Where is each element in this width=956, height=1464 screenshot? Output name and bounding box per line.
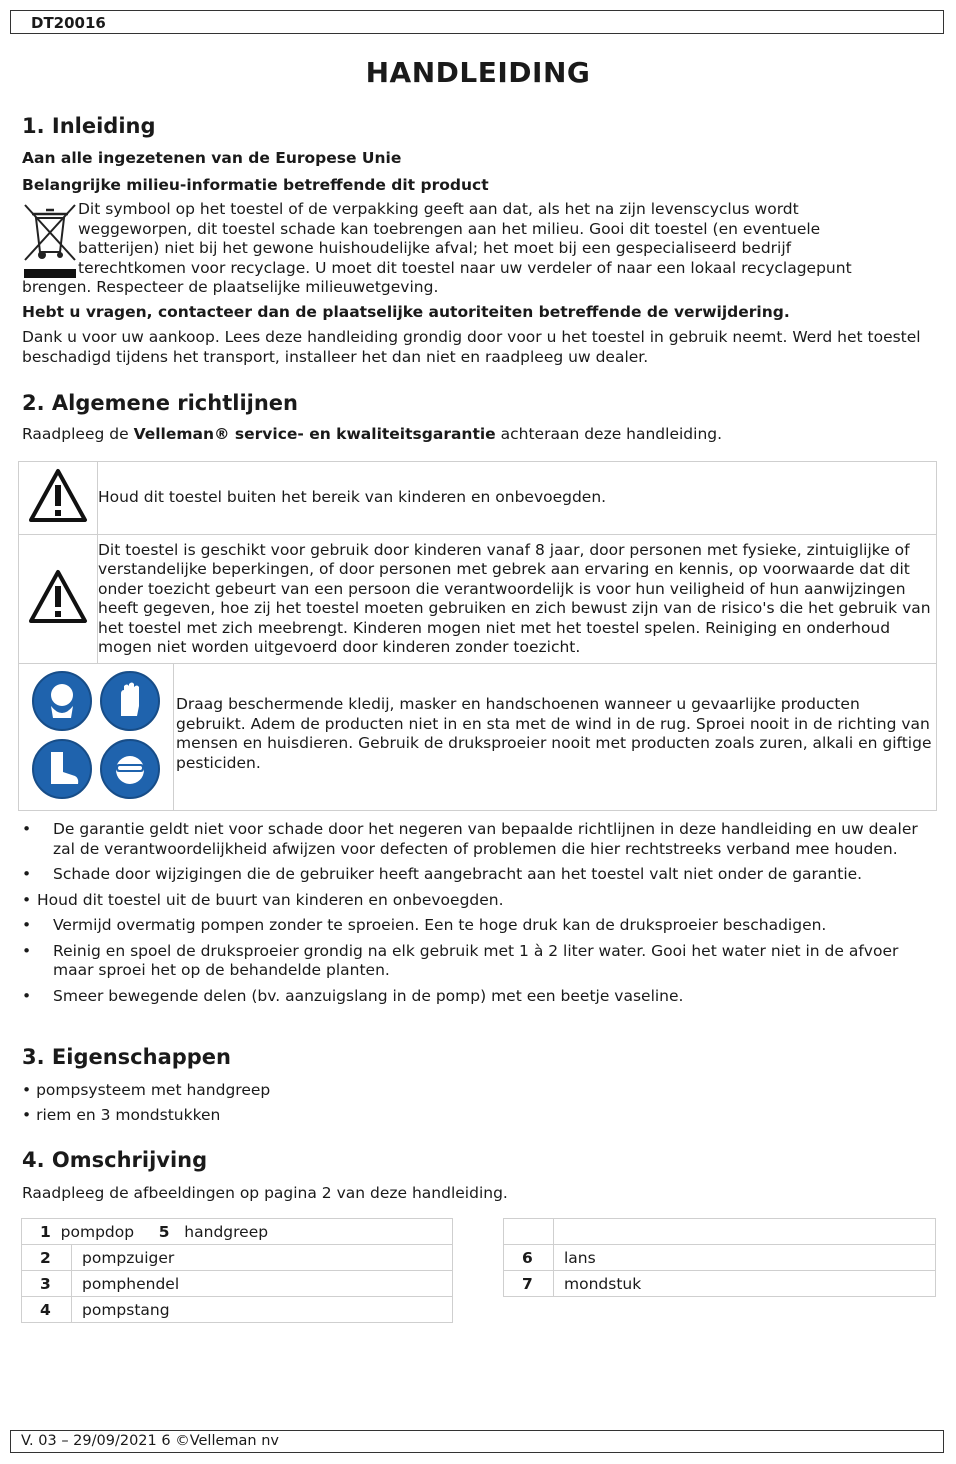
guarantee-intro: Raadpleeg de Velleman® service- en kwaliteitsgarantie achteraan deze handleiding. [22,425,723,443]
section-heading-eigenschappen: 3. Eigenschappen [22,1045,231,1069]
description-intro: Raadpleeg de afbeeldingen op pagina 2 van deze handleiding. [22,1184,508,1202]
footer-bar [10,1430,944,1453]
features-list [22,1081,270,1131]
table-row: 1 pompdop 5 handgreep [22,1219,453,1245]
gloves-icon [99,670,161,732]
table-row: 4 pompstang [22,1297,453,1323]
warning-text: Draag beschermende kledij, masker en handschoenen wanneer u gevaarlijke producten gebruikt. Adem de producten niet in en sta met de wind in de rug. Sproei nooit in de richting van mensen en huisdieren. Gebruik de druksproeier nooit met producten zoals zuren, alkali en giftige pesticiden. [176,695,932,772]
table-row: 7 mondstuk [504,1271,936,1297]
weee-text: Dit symbool op het toestel of de verpakking geeft aan dat, als het na zijn levenscyclus wordt weggeworpen, dit toestel schade kan toebrengen aan het milieu. Gooi dit toestel (en eventuele batterijen) niet bij het gewone huishoudelijke afval; het moet bij een gespecialiseerd bedrijf terechtkomen voor recyclage. U moet dit toestel naar uw verdeler of naar een lokaal recyclagepunt brengen. Respecteer de plaatselijke milieuwetgeving. [22,200,852,296]
list-item: • Schade door wijzigingen die de gebruiker heeft aangebracht aan het toestel valt niet onder de garantie. [22,865,863,883]
section-heading-richtlijnen: 2. Algemene richtlijnen [22,391,298,415]
list-item: • Vermijd overmatig pompen zonder te sproeien. Een te hoge druk kan de druksproeier beschadigen. [22,916,827,934]
weee-bin-icon [22,200,78,280]
list-item: • Reinig en spoel de druksproeier grondig na elk gebruik met 1 à 2 liter water. Gooi het water niet in de afvoer maar sproei het op de behandelde planten. [22,941,899,979]
table-row: 6 lans [504,1245,936,1271]
table-row: 2 pompzuiger [22,1245,453,1271]
table-row [504,1219,936,1245]
list-item: • Smeer bewegende delen (bv. aanzuigslang in de pomp) met een beetje vaseline. [22,986,684,1005]
questions-text: Hebt u vragen, contacteer dan de plaatselijke autoriteiten betreffende de verwijdering. [22,303,790,321]
face-mask-icon [31,670,93,732]
sub-heading-environment: Belangrijke milieu-informatie betreffende dit product [22,176,489,194]
list-item: • riem en 3 mondstukken [22,1106,221,1124]
footer-text: V. 03 – 29/09/2021 6 ©Velleman nv [21,1433,279,1449]
section-heading-omschrijving: 4. Omschrijving [22,1148,208,1172]
page-title: HANDLEIDING [365,56,591,89]
warning-row [19,664,937,811]
face-shield-icon [99,738,161,800]
warning-text: Houd dit toestel buiten het bereik van kinderen en onbevoegden. [98,462,937,535]
warning-row [19,535,937,664]
list-item: • De garantie geldt niet voor schade door het negeren van bepaalde richtlijnen in deze handleiding en uw dealer zal de verantwoordelijkheid afwijzen voor defecten of problemen die hier rechtstreeks verband mee houden. [22,820,918,858]
list-item: • pompsysteem met handgreep [22,1081,271,1099]
warnings-table [18,461,937,811]
warning-triangle-icon [27,568,89,626]
guidelines-list [22,820,922,1012]
header-bar [10,10,944,34]
list-item: • Houd dit toestel uit de buurt van kinderen en onbevoegden. [22,890,504,909]
thanks-text: Dank u voor uw aankoop. Lees deze handleiding grondig door voor u het toestel in gebruik neemt. Werd het toestel beschadigd tijdens het transport, installeer het dan niet en raadpleeg uw dealer. [22,328,921,366]
boots-icon [31,738,93,800]
parts-table-right [503,1218,936,1297]
warning-triangle-icon [27,467,89,525]
warning-text: Dit toestel is geschikt voor gebruik door kinderen vanaf 8 jaar, door personen met fysieke, zintuiglijke of verstandelijke beperkingen, of door personen met gebrek aan ervaring en kennis, op voorwaarde dat dit onder toezicht gebeurt van een persoon die verantwoordelijk is voor hun veiligheid of hun aanwijzingen heeft gegeven, hoe zij het toestel moeten gebruiken en zich bewust zijn van de risico's die het gebruik van het toestel met zich meebrengt. Kinderen mogen niet met het toestel spelen. Reiniging en onderhoud mogen niet worden uitgevoerd door kinderen zonder toezicht. [98,535,937,664]
sub-heading-eu: Aan alle ingezetenen van de Europese Unie [22,149,402,167]
section-heading-inleiding: 1. Inleiding [22,114,156,138]
table-row: 3 pomphendel [22,1271,453,1297]
warning-row [19,462,937,535]
parts-table-left [21,1218,453,1323]
product-code: DT20016 [31,14,106,32]
ppe-icons [19,664,174,810]
